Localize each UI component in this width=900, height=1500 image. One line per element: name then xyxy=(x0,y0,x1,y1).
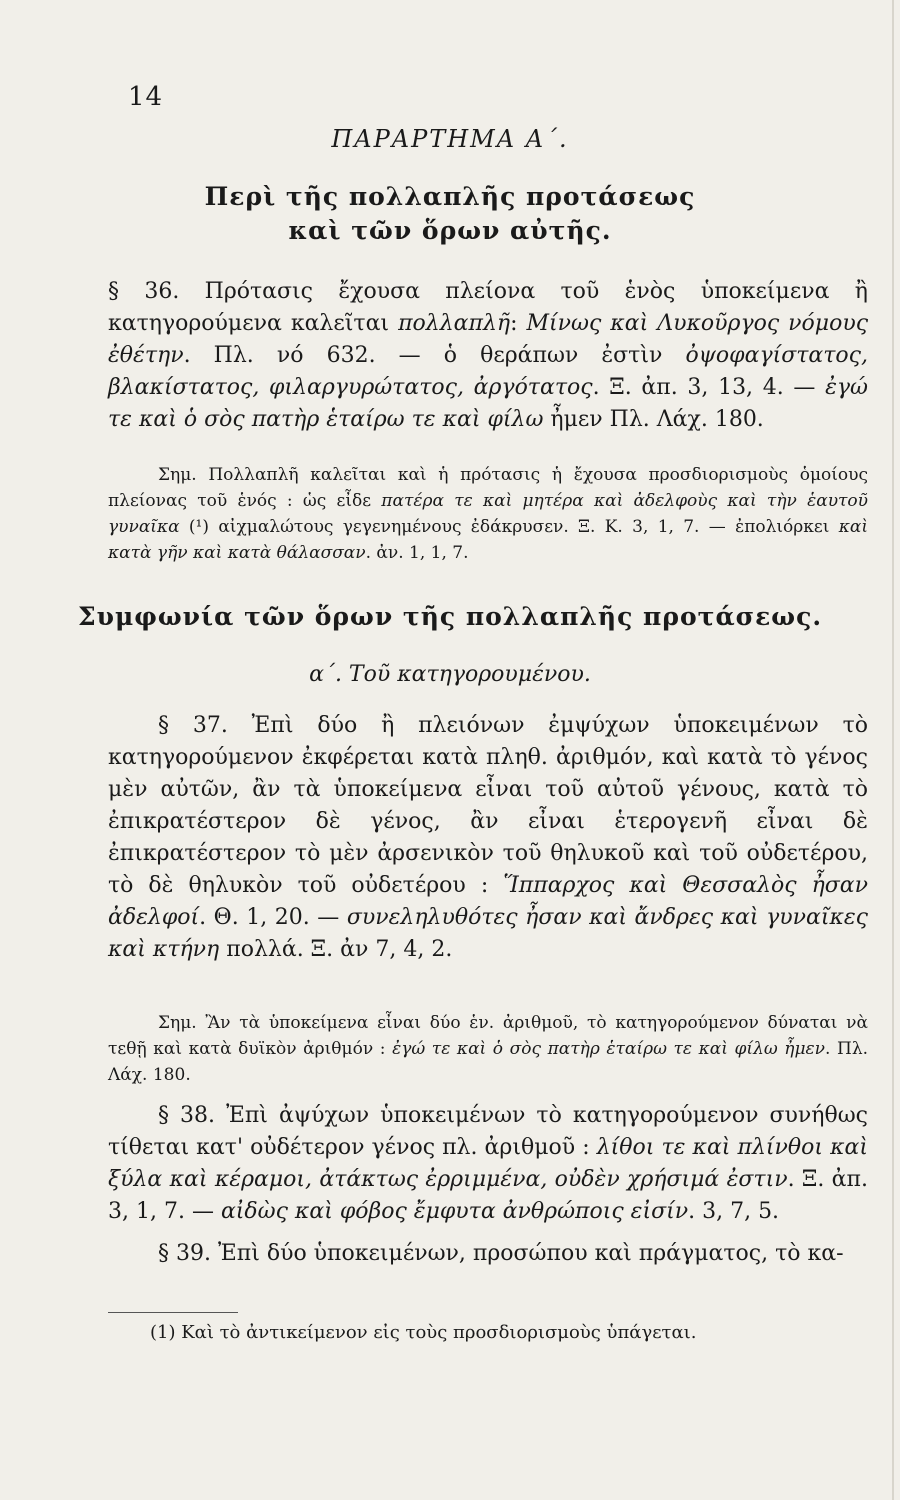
note-multiple-proposition: Σημ. Πολλαπλῆ καλεῖται καὶ ἡ πρότασις ἡ ἔχουσα προσδιορισμοὺς ὁμοίους πλείονας τοῦ ἑνός : ὡς εἶδε πατέρα τε καὶ μητέρα καὶ ἀδελφοὺς καὶ τὴν ἑαυτοῦ γυναῖκα (¹) αἰχμαλώτους γεγενημένους ἐδάκρυσεν. Ξ. Κ. 3, 1, 7. — ἐπολιόρκει καὶ κατὰ γῆν καὶ κατὰ θάλασσαν. ἀν. 1, 1, 7. xyxy=(108,465,869,563)
paragraph-38: § 38. Ἐπὶ ἀψύχων ὑποκειμένων τὸ κατηγορούμενον συνήθως τίθεται κατ' οὐδέτερον γένος πλ. ἀριθμοῦ : λίθοι τε καὶ πλίνθοι καὶ ξύλα καὶ κέραμοι, ἀτάκτως ἐρριμμένα, οὐδὲν χρήσιμά ἐστιν. Ξ. ἀπ. 3, 1, 7. — αἰδὼς καὶ φόβος ἔμφυτα ἀνθρώποις εἰσίν. 3, 7, 5. xyxy=(108,1103,868,1224)
section-heading-line1: Περὶ τῆς πολλαπλῆς προτάσεως xyxy=(204,182,696,211)
footnote-divider xyxy=(108,1312,238,1313)
paragraph-36: § 36. Πρότασις ἔχουσα πλείονα τοῦ ἑνὸς ὑποκείμενα ἢ κατηγορούμενα καλεῖται πολλαπλῆ: Μίνως καὶ Λυκοῦργος νόμους ἐθέτην. Πλ. νό 632. — ὁ θεράπων ἐστὶν ὀψοφαγίστατος, βλακίστατος, φιλαργυρώτατος, ἀργότατος. Ξ. ἀπ. 3, 13, 4. — ἐγώ τε καὶ ὁ σὸς πατὴρ ἑταίρω τε καὶ φίλω ἦμεν Πλ. Λάχ. 180. xyxy=(108,279,869,432)
agreement-heading: Συμφωνία τῶν ὅρων τῆς πολλαπλῆς προτάσεως. xyxy=(77,602,823,631)
section-heading-line2: καὶ τῶν ὅρων αὐτῆς. xyxy=(288,216,612,245)
note-dual-number: Σημ. Ἂν τὰ ὑποκείμενα εἶναι δύο ἑν. ἀριθμοῦ, τὸ κατηγορούμενον δύναται νὰ τεθῇ καὶ κατὰ δυϊκὸν ἀριθμόν : ἐγώ τε καὶ ὁ σὸς πατὴρ ἑταίρω τε καὶ φίλω ἦμεν. Πλ. Λάχ. 180. xyxy=(108,1013,868,1085)
footnote: (1) Καὶ τὸ ἀντικείμενον εἰς τοὺς προσδιορισμοὺς ὑπάγεται. xyxy=(150,1322,697,1343)
paragraph-39: § 39. Ἐπὶ δύο ὑποκειμένων, προσώπου καὶ πράγματος, τὸ κα- xyxy=(158,1241,844,1266)
appendix-title: ΠΑΡΑΡΤΗΜΑ Α΄. xyxy=(331,125,569,153)
page-number: 14 xyxy=(128,82,164,112)
predicate-subheading: α΄. Τοῦ κατηγορουμένου. xyxy=(309,662,591,687)
paragraph-37: § 37. Ἐπὶ δύο ἢ πλειόνων ἐμψύχων ὑποκειμένων τὸ κατηγορούμενον ἐκφέρεται κατὰ πληθ. ἀριθμόν, καὶ κατὰ τὸ γένος μὲν αὐτῶν, ἂν τὰ ὑποκείμενα εἶναι τοῦ αὐτοῦ γένους, κατὰ τὸ ἐπικρατέστερον δὲ γένος, ἂν εἶναι ἑτερογενῆ εἶναι δὲ ἐπικρατέστερον τὸ μὲν ἀρσενικὸν τοῦ θηλυκοῦ καὶ τοῦ οὐδετέρου, τὸ δὲ θηλυκὸν τοῦ οὐδετέρου : Ἵππαρχος καὶ Θεσσαλὸς ἦσαν ἀδελφοί. Θ. 1, 20. — συνεληλυθότες ἦσαν καὶ ἄνδρες καὶ γυναῖκες καὶ κτήνη πολλά. Ξ. ἀν 7, 4, 2. xyxy=(108,713,868,962)
section-heading xyxy=(0,180,900,248)
